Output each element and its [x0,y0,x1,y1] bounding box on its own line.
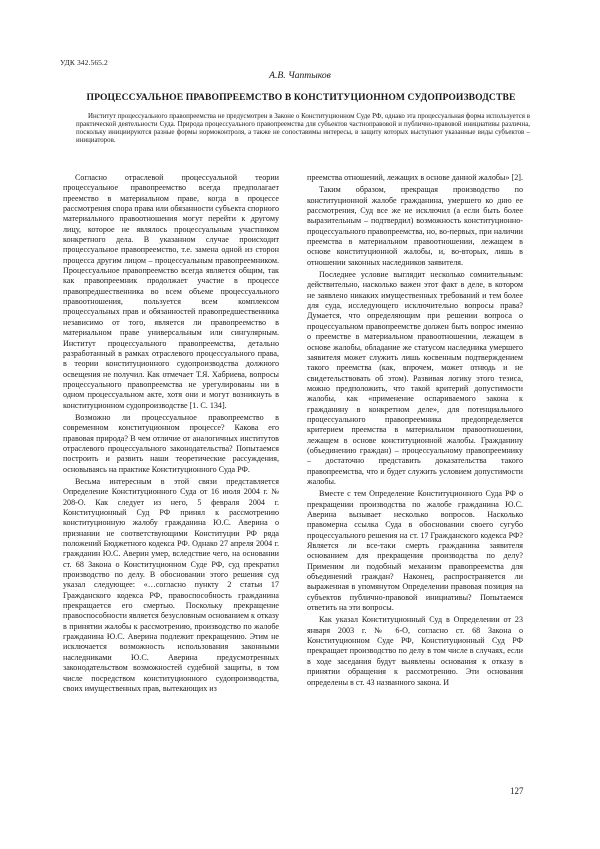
left-column [63,173,279,694]
article-title: ПРОЦЕССУАЛЬНОЕ ПРАВОПРЕЕМСТВО В КОНСТИТУЦИОННОМ СУДОПРОИЗВОДСТВЕ [86,92,516,103]
paragraph: Весьма интересным в этой связи представляется Определение Конституционного Суда от 16 июля 2004 г. № 208-О. Как следует из него, 5 февраля 2004 г. Конституционный Суд РФ принял к рассмотрению конституционную жалобу гражданина Ю.С. Аверина о признании не соответствующими Конституции РФ ряда положений Бюджетного кодекса РФ. Однако 27 апреля 2004 г. гражданин Ю.С. Аверин умер, вследствие чего, на основании ст. 68 Закона о Конституционном Суде РФ, суд прекратил производство по делу. В обосновании этого решения суд указал следующее: «…согласно пункту 2 статьи 17 Гражданского кодекса РФ, правоспособность гражданина прекращается его смертью. Поскольку прекращение правоспособности является безусловным основанием к отказу в принятии жалобы к рассмотрению, производство по жалобе гражданина Ю.С. Аверина подлежит прекращению. Этим не исключается возможность использования законными наследниками Ю.С. Аверина предусмотренных законодательством возможностей судебной защиты, в том числе посредством конституционного судопроизводства, своих имущественных прав, вытекающих из [63,476,279,693]
author-name: А.В. Чаптыков [269,70,331,81]
paragraph: Таким образом, прекращая производство по конституционной жалобе гражданина, умершего ко дню ее рассмотрения, Суд все же не исключил (а если быть более выразительным – подтвердил) возможность конституционно-процессуального правопреемства, но, во-первых, при наличии преемства в материальном правоотношении, лежащем в основе конституционной жалобы, и, во-вторых, лишь в отношении законных наследников заявителя. [307,185,523,267]
paragraph: Вместе с тем Определение Конституционного Суда РФ о прекращении производства по жалобе гражданина Ю.С. Аверина вызывает несколько вопросов. Насколько правомерна ссылка Суда в обосновании своего сугубо процессуального решения на ст. 17 Гражданского кодекса РФ? Является ли все-таки смерть гражданина заявителя основанием для прекращения производства по делу? Применим ли подобный механизм правопреемства для объединений граждан? Наконец, распространяется ли выраженная в упомянутом Определении правовая позиция на субъектов публично-правовой инициативы? Попытаемся ответить на эти вопросы. [307,489,523,613]
paragraph-continued: преемства отношений, лежащих в основе данной жалобы» [2]. [307,173,523,182]
paragraph: Согласно отраслевой процессуальной теории процессуальное правопреемство всегда предполагает преемство в материальном праве, когда в процессе рассмотрения спора права или обязанности субъекта спорного материального правоотношения могут перейти к другому лицу, которое не являлось процессуальным участником конкретного дела. В указанном случае происходит процессуальное правопреемство, т.е. замена одной из сторон процесса другим лицом – процессуальным правопреемником. Процессуальное правопреемство всегда является общим, так как правопреемник продолжает участие в процессе правопредшественника во всем объеме процессуального правоотношения, пользуется всем комплексом процессуальных прав и обязанностей правопредшественника независимо от того, является ли правопреемство в материальном праве универсальным или сингулярным. Институт процессуального правопреемства, детально разработанный в рамках отраслевого процессуального права, в теории конституционного судопроизводства должного освещения не получил. Как отмечает Т.Я. Хабриева, вопросы процессуального правопреемства не урегулированы ни в одном процессуальном акте, хотя они и могут возникнуть в конституционном судопроизводстве [1. С. 134]. [63,173,279,410]
paragraph: Как указал Конституционный Суд в Определении от 23 января 2003 г. № 6-О, согласно ст. 68 Закона о Конституционном Суде РФ, Конституционный Суд РФ прекращает производство по делу в том числе в случаях, если в ходе заседания будут выявлены основания к отказу в принятии обращения к рассмотрению. Эти основания определены в ст. 43 названного закона. И [307,615,523,687]
page-number: 127 [510,786,524,796]
right-column [307,173,523,688]
paragraph: Последнее условие выглядит несколько сомнительным: действительно, насколько важен этот факт в деле, в котором не заявлено никаких имущественных требований и тем более для суда, исследующего исключительно вопросы права? Думается, что определяющим при решении вопроса о процессуальном правопреемстве должен быть вопрос именно о преемстве в материальном правоотношении, лежащем в основе жалобы, обладание же статусом наследника умершего заявителя может служить лишь косвенным подтверждением такого преемства (как, впрочем, может отнюдь и не свидетельствовать об этом). Развивая логику этого тезиса, можно предположить, что такой критерий допустимости жалобы, как «применение оспариваемого закона к гражданину в конкретном деле», для потенциального процессуального правопреемника предопределяется критерием преемства в материальном правоотношении, лежащем в основе конституционной жалобы. Гражданину (объединению граждан) – процессуальному правопреемнику – достаточно представить доказательства такого правопреемства, что и будет служить условием допустимости жалобы. [307,270,523,486]
abstract: Институт процессуального правопреемства не предусмотрен в Законе о Конституционном Суде РФ, однако эта процессуальная форма используется в практической деятельности Суда. Природа процессуального правопреемства для субъектов частноправовой и публично-правовой инициативы различна, поскольку инициируются разные формы нормоконтроля, а также не сопоставимы интересы, в защиту которых выступают указанные виды субъектов – инициаторов. [76,113,530,145]
udc-code: УДК 342.565.2 [60,58,108,67]
paragraph: Возможно ли процессуальное правопреемство в современном конституционном процессе? Какова его правовая природа? В чем отличие от аналогичных институтов отраслевого процессуального законодательства? Попытаемся построить и развить наши теоретические рассуждения, основываясь на практике Конституционного Суда РФ. [63,412,279,474]
